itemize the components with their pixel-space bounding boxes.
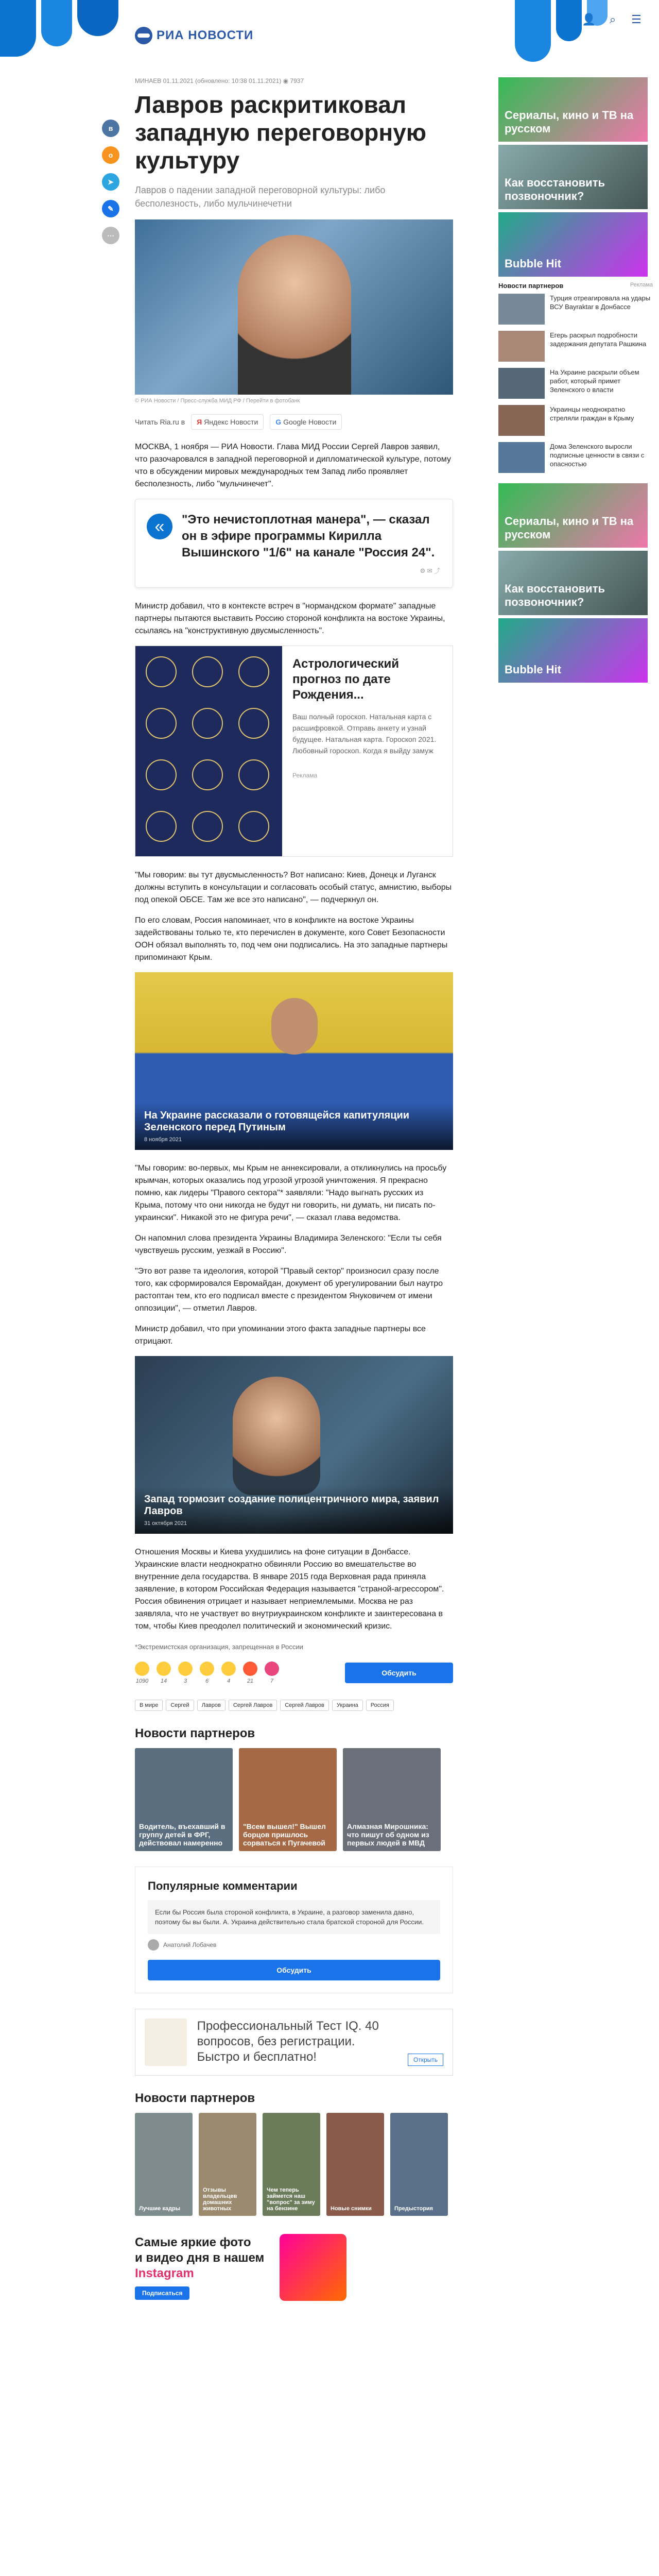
tag[interactable]: Сергей [166,1700,194,1711]
sidebar-news-item[interactable] [498,331,653,362]
card-date: 8 ноября 2021 [144,1137,182,1143]
partner-card-title: Отзывы владельцев домашних животных [203,2187,237,2212]
news-thumb [498,331,545,362]
comment-text: Если бы Россия была стороной конфликта, в Украине, а разговор заменила давно, поэтому бы вы были. А. Украина действительно стала братской стороной для России. [148,1900,440,1934]
logo-text: РИА НОВОСТИ [157,28,254,42]
love-icon [265,1662,279,1676]
comment-author [148,1939,440,1951]
header-actions [582,12,644,27]
discuss-button[interactable]: Обсудить [345,1663,453,1683]
vk-share-icon[interactable]: в [102,120,119,137]
partners-list [135,1748,453,1851]
sidebar-ad[interactable]: Bubble Hit [498,212,648,277]
partner-card[interactable] [343,1748,441,1851]
site-logo[interactable] [135,27,253,44]
paragraph: "Мы говорим: вы тут двусмысленность? Вот написано: Киев, Донецк и Луганск должны вступить в консультации и согласовать особый статус, амнистию, выборы под опекой ОБСЕ. Там же все это написано", — подчеркнул он. [135,871,452,904]
quote-text: "Это нечистоплотная манера", — сказал он в эфире программы Кирилла Вышинского "1/6" на канале "Россия 24". [182,513,435,560]
iq-test-ad[interactable] [135,2009,453,2076]
partner-card[interactable] [135,1748,233,1851]
card-overlay [135,1103,453,1150]
tag[interactable]: Сергей Лавров [280,1700,329,1711]
sidebar-ad[interactable]: Сериалы, кино и ТВ на русском [498,77,648,142]
reaction-count: 14 [160,1678,167,1684]
share-bar [102,120,119,244]
astrology-ad[interactable] [135,646,453,857]
tag[interactable]: Украина [332,1700,363,1711]
partner-card[interactable] [390,2113,448,2216]
reaction-count: 3 [183,1678,187,1684]
reaction-count: 6 [205,1678,209,1684]
insta-line3: Instagram [135,2266,194,2280]
news-title: Егерь раскрыл подробности задержания депутата Рашкина [550,331,647,348]
think-icon [221,1662,236,1676]
header-decoration [77,0,118,36]
news-title: Украинцы неоднократно стреляли граждан в Крыму [550,405,634,422]
article-meta: МИНАЕВ 01.11.2021 (обновлено: 10:38 01.11.2021) ◉ 7937 [135,77,304,84]
astrology-ad-text [282,646,453,856]
instagram-promo [135,2231,453,2303]
sidebar-ad[interactable]: Сериалы, кино и ТВ на русском [498,483,648,548]
partner-card-title: Алмазная Мирошника: что пишут об одном из первых людей в МВД [347,1822,429,1847]
sidebar [498,77,653,686]
article-main [135,77,453,2319]
quote-share-icons[interactable]: ⚙ ✉ ⤴ [420,567,440,574]
paragraph: МОСКВА, 1 ноября — РИА Новости. Глава МИД России Сергей Лавров заявил, что разочаровался в западной переговорной и дипломатической культуре, потому что в обсуждении мировых международных тем Запад либо проявляет бесполезность, либо "мульчинечет". [135,443,451,488]
partner-card-title: Предыстория [394,2206,433,2212]
partners-title: Новости партнеров [135,2091,255,2105]
paragraph: "Это вот разве та идеология, которой "Правый сектор" произносил сразу после того, как сформировался Евромайдан, документ об урегулировании был наутро растоптан тем, кто его подписал вместе с президентом Януковичем от имени оппозиции", — отметил Лавров. [135,1267,443,1313]
partner-card[interactable] [263,2113,320,2216]
partners-list [135,2113,453,2216]
instagram-promo-text [135,2235,264,2300]
astrology-ad-image [135,646,282,856]
news-thumb [498,442,545,473]
yandex-news-button[interactable]: Я Яндекс Новости [191,414,264,430]
read-in-bar [135,414,453,430]
astrology-ad-body: Ваш полный гороскоп. Натальная карта с расшифровкой. Отправь анкету и узнай будущее. Натальная карта. Гороскоп 2021. Любовный гороскоп. Когда я выйду замуж [292,713,437,755]
partners-title: Новости партнеров [135,1726,255,1740]
insta-line1: Самые яркие фото [135,2235,251,2249]
partner-card[interactable] [239,1748,337,1851]
card-date: 31 октября 2021 [144,1520,187,1527]
sidebar-partners-title: Новости партнеров [498,282,564,290]
header-decoration [0,0,36,57]
article-photo[interactable] [135,219,453,395]
reaction-love[interactable] [265,1662,279,1684]
paragraph: Он напомнил слова президента Украины Владимира Зеленского: "Если ты себя чувствуешь русским, уезжай в Россию". [135,1234,442,1255]
sidebar-partners-header [498,282,653,290]
photo-subject [238,235,351,395]
reaction-angry[interactable] [243,1662,257,1684]
sidebar-ad[interactable]: Как восстановить позвоночник? [498,145,648,209]
header-decoration [515,0,551,62]
wow-icon [178,1662,193,1676]
quote-icon: « [147,514,172,539]
tag[interactable]: В мире [135,1700,163,1711]
telegram-share-icon[interactable]: ➤ [102,173,119,191]
reaction-haha[interactable] [157,1662,171,1684]
paragraph: Отношения Москвы и Киева ухудшились на фоне ситуации в Донбассе. Украинские власти неоднократно обвиняли Россию во вмешательстве во внутренние дела государства. В январе 2015 года Верховная рада приняла заявление, в котором Российская Федерация называется "страной-агрессором". Россия обвинения отрицает и называет неприемлемыми. Москва не раз заявляла, что не участвует во внутриукраинском конфликте и заинтересована в том, чтобы Киев преодолел политический и экономический кризис. [135,1548,444,1631]
footnote: *Экстремистская организация, запрещенная в России [135,1643,303,1651]
comment-author-name: Анатолий Лобачев [163,1941,217,1948]
menu-icon[interactable]: ☰ [631,13,641,26]
article-lead: Лавров о падении западной переговорной культуры: либо бесполезность, либо мульчинечетни [135,185,386,209]
partner-card[interactable] [135,2113,193,2216]
news-title: Турция отреагировала на удары ВСУ Bayraktar в Донбассе [550,294,651,311]
sidebar-news-item[interactable] [498,442,653,473]
quote-block [135,499,453,588]
angry-icon [243,1662,257,1676]
comments-title: Популярные комментарии [148,1879,298,1892]
insta-line2: и видео дня в нашем [135,2251,265,2265]
popular-comments [135,1867,453,1993]
reaction-count: 21 [247,1678,254,1684]
paragraph: Министр добавил, что в контексте встреч в "нормандском формате" западные партнеры пытаются выставить Россию стороной конфликта на востоке Украины, ссылаясь на "конструктивную двусмысленность". [135,602,445,635]
iq-test-ad-image [145,2019,187,2066]
search-icon[interactable]: ⌕ [609,13,616,26]
instagram-subscribe-button[interactable]: Подписаться [135,2286,189,2300]
site-header [0,0,659,72]
reaction-count: 7 [270,1678,274,1684]
card-photo-subject [233,1377,320,1495]
partner-card-title: "Всем вышел!" Вышел борцов пришлось сорваться к Пугачевой [243,1822,326,1847]
sad-icon [200,1662,214,1676]
reaction-count: 1090 [135,1678,149,1684]
more-share-icon[interactable]: ⋯ [102,227,119,244]
tag[interactable]: Лавров [197,1700,226,1711]
card-overlay [135,1486,453,1534]
news-thumb [498,405,545,436]
reactions-bar [135,1662,453,1684]
header-decoration [556,0,582,41]
astrology-ad-title: Астрологический прогноз по дате Рождения... [292,657,400,702]
reaction-sad[interactable] [200,1662,214,1684]
paragraph: Министр добавил, что при упоминании этого факта западные партнеры все отрицают. [135,1325,426,1346]
like-icon [135,1662,149,1676]
photo-caption: © РИА Новости / Пресс-служба МИД РФ / Перейти в фотобанк [135,398,300,404]
header-decoration [41,0,72,46]
partner-card-title: Новые снимки [331,2206,372,2212]
partner-card[interactable] [199,2113,256,2216]
reaction-like[interactable] [135,1662,149,1684]
yandex-news-label: Яндекс Новости [204,418,258,426]
sidebar-news-item[interactable] [498,368,653,399]
partner-card-title: Лучшие кадры [139,2206,181,2212]
card-title: На Украине рассказали о готовящейся капитуляции Зеленского перед Путиным [144,1110,410,1133]
read-in-label: Читать Ria.ru в [135,418,185,426]
ok-share-icon[interactable]: о [102,146,119,164]
google-news-label: Google Новости [283,418,337,426]
sidebar-ad[interactable]: Как восстановить позвоночник? [498,551,648,615]
google-news-button[interactable]: G Google Новости [270,414,342,430]
card-photo-subject [271,998,318,1055]
avatar [148,1939,159,1951]
reaction-count: 4 [227,1678,231,1684]
haha-icon [157,1662,171,1676]
news-thumb [498,368,545,399]
sidebar-news-item[interactable] [498,294,653,325]
tag[interactable]: Россия [366,1700,394,1711]
partner-card[interactable] [326,2113,384,2216]
news-title: На Украине раскрыли объем работ, который примет Зеленского о власти [550,368,639,394]
related-article-card[interactable] [135,972,453,1150]
iq-test-ad-text: Профессиональный Тест IQ. 40 вопросов, без регистрации. Быстро и бесплатно! [197,2019,379,2064]
discuss-button[interactable]: Обсудить [148,1960,440,1980]
sidebar-news-item[interactable] [498,405,653,436]
paragraph: По его словам, Россия напоминает, что в конфликте на востоке Украины задействованы только те, кто перечислен в документе, кого Совет Безопасности ООН обязал выполнять то, под чем они подписались. На это западные партнеры припоминают Крым. [135,916,448,962]
article-title: Лавров раскритиковал западную переговорную культуру [135,91,427,174]
news-thumb [498,294,545,325]
related-article-card[interactable] [135,1356,453,1534]
paragraph: "Мы говорим: во-первых, мы Крым не аннексировали, а откликнулись на просьбу крымчан, которых оказались под угрозой угрозой уничтожения. Я прекрасно помню, как лидеры "Правого сектора"* заявляли: "Надо выгнать русских из Крыма, потому что они никогда не будут ни говорить, ни думать, ни писать по-украински". Никакой это не фигура речи", — сказал глава ведомства. [135,1164,447,1222]
user-icon[interactable]: 👤 [582,13,596,26]
tag-list [135,1700,453,1711]
sidebar-ad[interactable]: Bubble Hit [498,618,648,683]
logo-globe-icon [135,27,152,44]
partner-card-title: Чем теперь займется наш "вопрос" за зиму на бензине [267,2187,315,2212]
card-title: Запад тормозит создание полицентричного мира, заявил Лавров [144,1494,439,1517]
reaction-wow[interactable] [178,1662,193,1684]
sidebar-ads-label: Реклама [630,282,653,288]
partner-card-title: Водитель, въехавший в группу детей в ФРГ, действовал намеренно [139,1822,226,1847]
instagram-icon [280,2234,346,2301]
comment-icon[interactable]: ✎ [102,200,119,217]
tag[interactable]: Сергей Лавров [229,1700,278,1711]
iq-test-ad-open-button[interactable]: Открыть [408,2054,443,2066]
news-title: Дома Зеленского выросли подписные ценности в связи с опасностью [550,443,645,468]
astrology-ad-source: Реклама [292,772,318,779]
reaction-think[interactable] [221,1662,236,1684]
